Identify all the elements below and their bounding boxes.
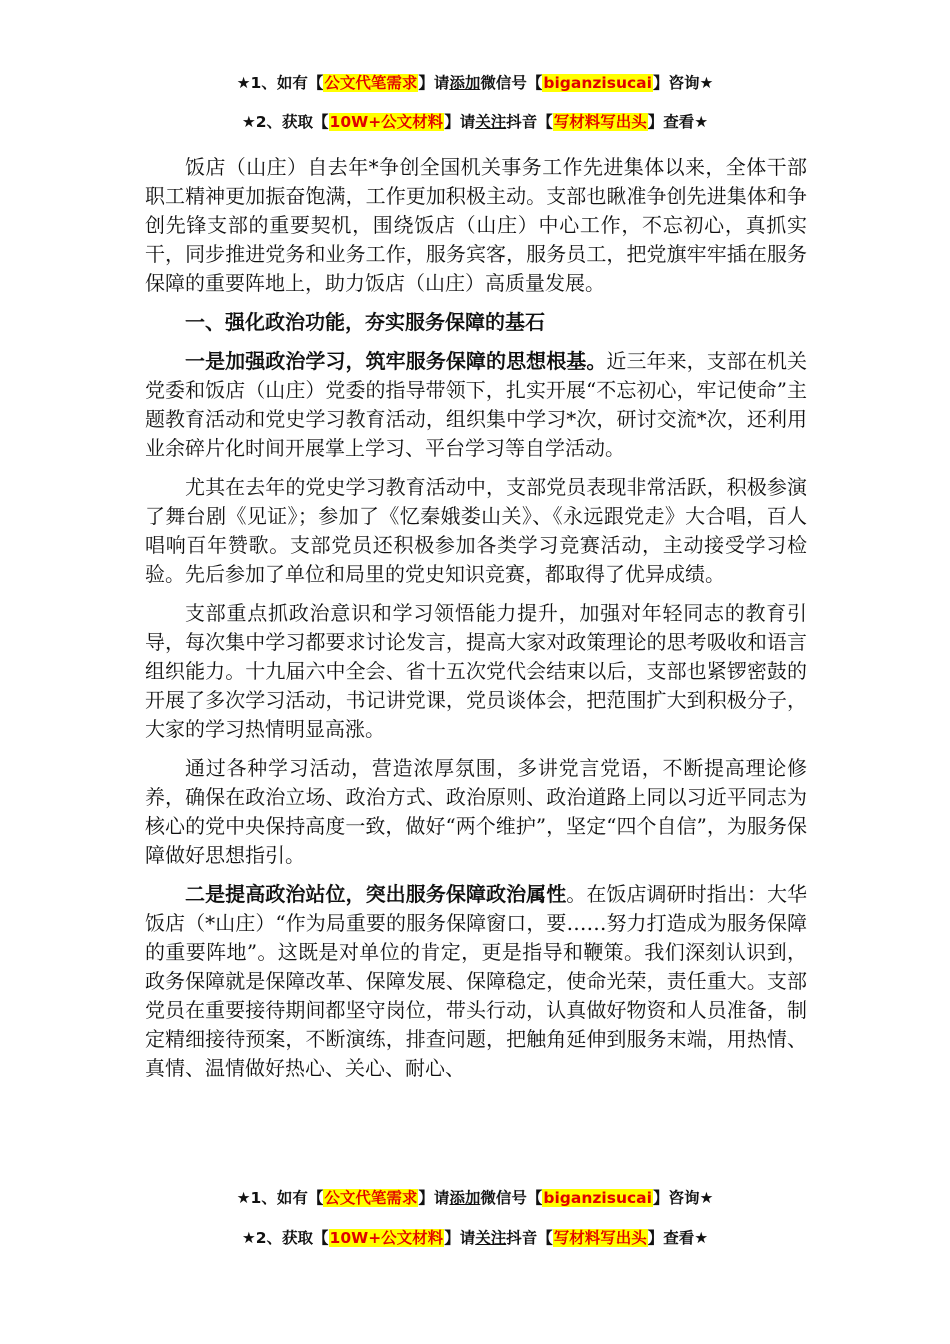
highlight-service: 公文代笔需求 (324, 1189, 418, 1207)
paragraph-text: 。在饭店调研时指出：大华饭店（*山庄）“作为局重要的服务保障窗口，要……努力打造成为服务保障的重要阵地”。这既是对单位的肯定，更是指导和鞭策。我们深刻认识到，政务保障就是保障改革、保障发展、保障稳定，使命光荣，责任重大。支部党员在重要接待期间都坚守岗位，带头行动，认真做好物资和人员准备，制定精细接待预案，不断演练，排查问题，把触角延伸到服务末端，用热情、真情、温情做好热心、关心、耐心、 (145, 882, 808, 1080)
banner-text: 】咨询★ (652, 1189, 714, 1207)
banner-text: 】请 (444, 113, 476, 131)
highlight-service: 公文代笔需求 (324, 74, 418, 92)
banner-text: ★2、获取【 (241, 1229, 329, 1247)
section-heading: 一、强化政治功能，夯实服务保障的基石 (185, 310, 545, 334)
document-body (145, 153, 807, 1093)
underlined-text: 添加 (449, 74, 481, 92)
paragraph-activities: 通过各种学习活动，营造浓厚氛围，多讲党言党语，不断提高理论修养，确保在政治立场、政治方式、政治原则、政治道路上同以习近平同志为核心的党中央保持高度一致，做好“两个维护”，坚定“四个自信”，为服务保障做好思想指引。 (145, 756, 807, 867)
highlight-douyin: 写材料写出头 (553, 113, 647, 131)
paragraph-political-stance (145, 880, 807, 1083)
banner-text: 微信号【 (480, 1189, 543, 1207)
header-banner-line-2 (0, 111, 950, 133)
banner-text: ★2、获取【 (241, 113, 329, 131)
highlight-materials: 10W+公文材料 (329, 1229, 444, 1247)
banner-text: 】咨询★ (652, 74, 714, 92)
paragraph-intro: 饭店（山庄）自去年*争创全国机关事务工作先进集体以来，全体干部职工精神更加振奋饱满，工作更加积极主动。支部也瞅准争创先进集体和争创先锋支部的重要契机，围绕饭店（山庄）中心工作，不忘初心，真抓实干，同步推进党务和业务工作，服务宾客，服务员工，把党旗牢牢插在服务保障的重要阵地上，助力饭店（山庄）高质量发展。 (145, 155, 807, 295)
banner-text: 】请 (418, 1189, 450, 1207)
banner-text: 】查看★ (647, 113, 709, 131)
underlined-text: 关注 (475, 113, 507, 131)
banner-text: 微信号【 (480, 74, 543, 92)
banner-text: 】请 (444, 1229, 476, 1247)
footer-banner-line-1 (0, 1187, 950, 1209)
banner-text: 】请 (418, 74, 450, 92)
highlight-materials: 10W+公文材料 (329, 113, 444, 131)
underlined-text: 添加 (449, 1189, 481, 1207)
banner-text: ★1、如有【 (236, 1189, 324, 1207)
paragraph-lead: 二是提高政治站位，突出服务保障政治属性 (185, 882, 567, 906)
banner-text: 】查看★ (647, 1229, 709, 1247)
paragraph-lead: 一是加强政治学习，筑牢服务保障的思想根基。 (185, 349, 607, 373)
underlined-text: 关注 (475, 1229, 507, 1247)
highlight-douyin: 写材料写出头 (553, 1229, 647, 1247)
header-banner-line-1 (0, 72, 950, 94)
banner-text: 抖音【 (506, 1229, 553, 1247)
highlight-wechat-id: biganzisucai (543, 1189, 652, 1207)
footer-banner-line-2 (0, 1227, 950, 1249)
paragraph-political-study (145, 347, 807, 463)
banner-text: 抖音【 (506, 113, 553, 131)
highlight-wechat-id: biganzisucai (543, 74, 652, 92)
paragraph-text: 近三年来，支部在机关党委和饭店（山庄）党委的指导带领下，扎实开展“不忘初心，牢记使命”主题教育活动和党史学习教育活动，组织集中学习*次，研讨交流*次，还利用业余碎片化时间开展掌上学习、平台学习等自学活动。 (145, 349, 808, 460)
paragraph-awareness: 支部重点抓政治意识和学习领悟能力提升，加强对年轻同志的教育引导，每次集中学习都要求讨论发言，提高大家对政策理论的思考吸收和语言组织能力。十九届六中全会、省十五次党代会结束以后，支部也紧锣密鼓的开展了多次学习活动，书记讲党课，党员谈体会，把范围扩大到积极分子，大家的学习热情明显高涨。 (145, 601, 807, 741)
banner-text: ★1、如有【 (236, 74, 324, 92)
paragraph-party-history: 尤其在去年的党史学习教育活动中，支部党员表现非常活跃，积极参演了舞台剧《见证》；参加了《忆秦娥娄山关》、《永远跟党走》大合唱，百人唱响百年赞歌。支部党员还积极参加各类学习竞赛活动，主动接受学习检验。先后参加了单位和局里的党史知识竞赛，都取得了优异成绩。 (145, 475, 807, 586)
